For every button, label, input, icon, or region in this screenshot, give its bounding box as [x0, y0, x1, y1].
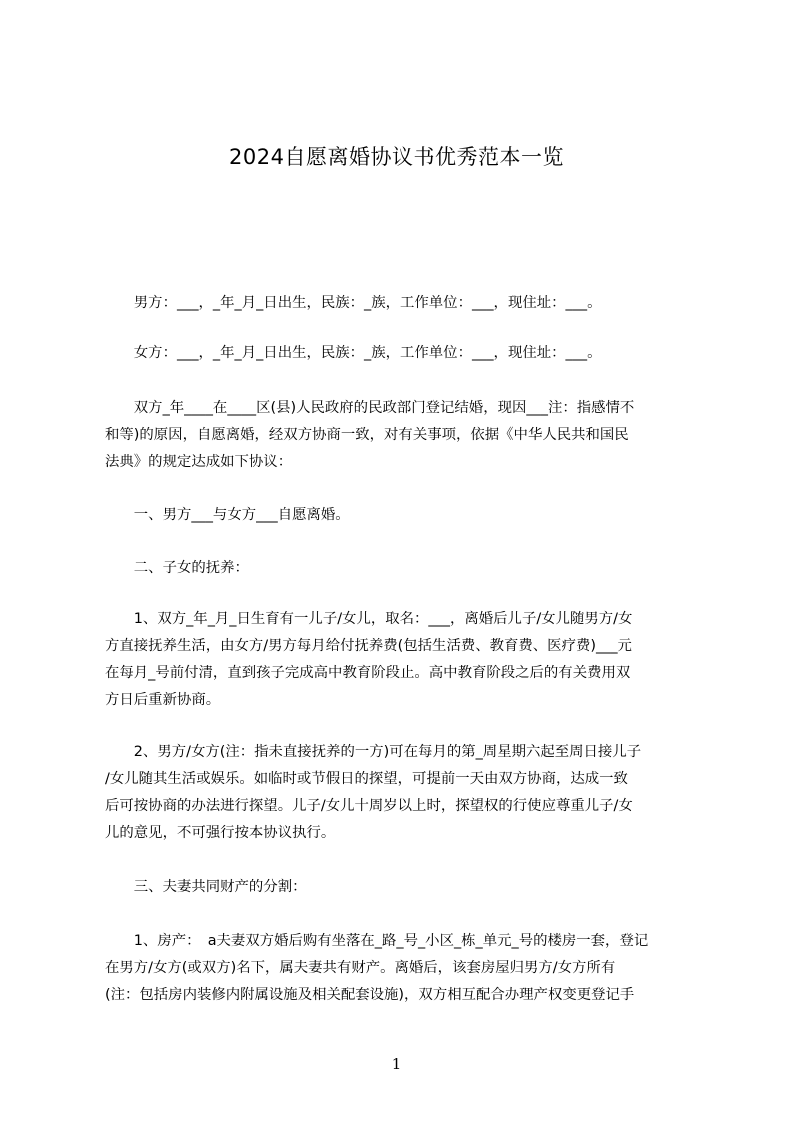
text-line: 1、房产： a夫妻双方婚后购有坐落在_路_号_小区_栋_单元_号的楼房一套，登记	[105, 933, 649, 949]
text-line: 在每月_号前付清，直到孩子完成高中教育阶段止。高中教育阶段之后的有关费用双	[105, 665, 631, 681]
text-line: /女儿随其生活或娱乐。如临时或节假日的探望，可提前一天由双方协商，达成一致	[105, 771, 628, 787]
paragraph-child-support	[105, 606, 717, 714]
text-line: 二、子女的抚养：	[105, 560, 249, 576]
section-heading-divorce	[105, 502, 717, 529]
text-line: 1、双方_年_月_日生育有一儿子/女儿，取名：___，离婚后儿子/女儿随男方/女	[105, 611, 633, 627]
text-line: 在男方/女方(或双方)名下，属夫妻共有财产。离婚后，该套房屋归男方/女方所有	[105, 960, 616, 976]
text-line: 男方：___，_年_月_日出生，民族：_族，工作单位：___，现住址：___。	[105, 295, 602, 311]
paragraph-visitation	[105, 739, 717, 847]
text-line: 后可按协商的办法进行探望。儿子/女儿十周岁以上时，探望权的行使应尊重儿子/女	[105, 798, 633, 814]
text-line: 和等)的原因，自愿离婚，经双方协商一致，对有关事项，依据《中华人民共和国民	[105, 427, 629, 443]
text-line: 2、男方/女方(注：指未直接抚养的一方)可在每月的第_周星期六起至周日接儿子	[105, 744, 642, 760]
text-line: 三、夫妻共同财产的分割：	[105, 879, 307, 895]
text-line: 女方：___，_年_月_日出生，民族：_族，工作单位：___，现住址：___。	[105, 345, 602, 361]
text-line: (注：包括房内装修内附属设施及相关配套设施)，双方相互配合办理产权变更登记手	[105, 987, 635, 1003]
page-number: 1	[391, 1055, 402, 1073]
text-line: 法典》的规定达成如下协议：	[105, 454, 293, 470]
document-title: 2024自愿离婚协议书优秀范本一览	[229, 145, 564, 169]
text-line: 双方_年____在____区(县)人民政府的民政部门登记结婚，现因___注：指感情不	[105, 400, 635, 416]
text-line: 方日后重新协商。	[105, 692, 221, 708]
text-line: 儿的意见，不可强行按本协议执行。	[105, 825, 336, 841]
section-heading-property	[105, 874, 717, 901]
paragraph-female-party	[105, 340, 717, 367]
section-heading-child-custody	[105, 555, 717, 582]
paragraph-male-party	[105, 290, 717, 317]
paragraph-marriage-info	[105, 395, 717, 476]
text-line: 一、男方___与女方___自愿离婚。	[105, 507, 350, 523]
paragraph-real-estate	[105, 928, 717, 1009]
text-line: 方直接抚养生活，由女方/男方每月给付抚养费(包括生活费、教育费、医疗费)___元	[105, 638, 632, 654]
